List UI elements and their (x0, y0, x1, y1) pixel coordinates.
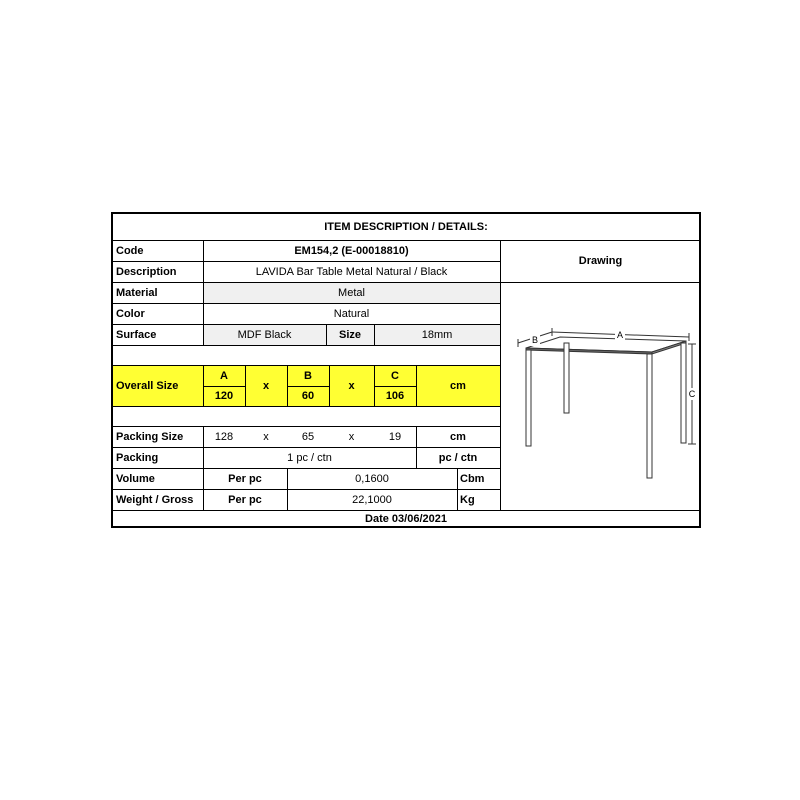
item-details-sheet (111, 212, 701, 528)
date-label: Date 03/06/2021 (365, 513, 447, 525)
vrule (203, 240, 204, 345)
overall-x1: x (245, 366, 287, 406)
vrule (245, 365, 246, 406)
weight-value: 22,1000 (352, 493, 392, 506)
packing-size-x1: x (263, 430, 269, 443)
vrule (326, 324, 327, 345)
packing-size-a: 128 (214, 430, 234, 443)
rule (287, 386, 329, 387)
color-value: Natural (333, 307, 370, 320)
rule-under-title (113, 240, 699, 241)
dimension-a-label: A (616, 330, 624, 340)
sheet-title: ITEM DESCRIPTION / DETAILS: (324, 220, 488, 233)
material-label: Material (116, 286, 158, 299)
overall-a-value: 120 (203, 386, 245, 406)
packing-size-c: 19 (388, 430, 402, 443)
overall-x2: x (329, 366, 374, 406)
size-value: 18mm (374, 325, 500, 345)
packing-size-label: Packing Size (116, 430, 184, 443)
material-value: Metal (203, 283, 500, 303)
rule (113, 282, 699, 283)
rule (113, 365, 500, 366)
vrule (374, 365, 375, 406)
surface-value: MDF Black (203, 325, 326, 345)
vrule (203, 426, 204, 510)
dimension-b-label: B (531, 335, 539, 345)
packing-size-unit: cm (450, 430, 466, 443)
drawing-title: Drawing (578, 255, 623, 267)
overall-a-label: A (203, 366, 245, 386)
rule (374, 386, 416, 387)
vrule (457, 468, 458, 510)
volume-value: 0,1600 (355, 472, 389, 485)
vrule (500, 240, 501, 510)
weight-per: Per pc (228, 493, 262, 506)
rule (113, 324, 500, 325)
table-drawing (502, 284, 702, 510)
code-label: Code (116, 244, 144, 257)
volume-label: Volume (116, 472, 155, 485)
rule (113, 468, 500, 469)
overall-c-label: C (374, 366, 416, 386)
rule (113, 406, 500, 407)
dimension-c-label: C (688, 389, 696, 399)
vrule (287, 365, 288, 406)
rule (113, 447, 500, 448)
vrule (329, 365, 330, 406)
overall-c-value: 106 (374, 386, 416, 406)
overall-unit: cm (416, 366, 500, 406)
description-value: LAVIDA Bar Table Metal Natural / Black (255, 265, 448, 278)
packing-value: 1 pc / ctn (287, 451, 332, 464)
vrule (416, 365, 417, 406)
packing-unit: pc / ctn (438, 451, 478, 464)
packing-size-x2: x (348, 430, 355, 443)
volume-unit: Cbm (460, 472, 485, 485)
overall-b-label: B (287, 366, 329, 386)
rule-above-date (113, 510, 699, 511)
vrule (287, 468, 288, 510)
rule (113, 426, 500, 427)
size-label: Size (326, 325, 374, 345)
rule (113, 345, 500, 346)
packing-label: Packing (116, 451, 159, 464)
vrule (416, 426, 417, 468)
packing-size-b: 65 (301, 430, 315, 443)
surface-label: Surface (116, 328, 157, 341)
description-label: Description (116, 265, 177, 278)
vrule (203, 365, 204, 406)
rule (113, 303, 500, 304)
weight-unit: Kg (460, 493, 475, 506)
rule (203, 386, 245, 387)
rule (113, 261, 500, 262)
vrule (374, 324, 375, 345)
code-value: EM154,2 (E-00018810) (294, 244, 409, 257)
overall-b-value: 60 (287, 386, 329, 406)
weight-label: Weight / Gross (116, 493, 194, 506)
volume-per: Per pc (228, 472, 262, 485)
rule (113, 489, 500, 490)
color-label: Color (116, 307, 145, 320)
overall-size-label: Overall Size (113, 366, 203, 406)
